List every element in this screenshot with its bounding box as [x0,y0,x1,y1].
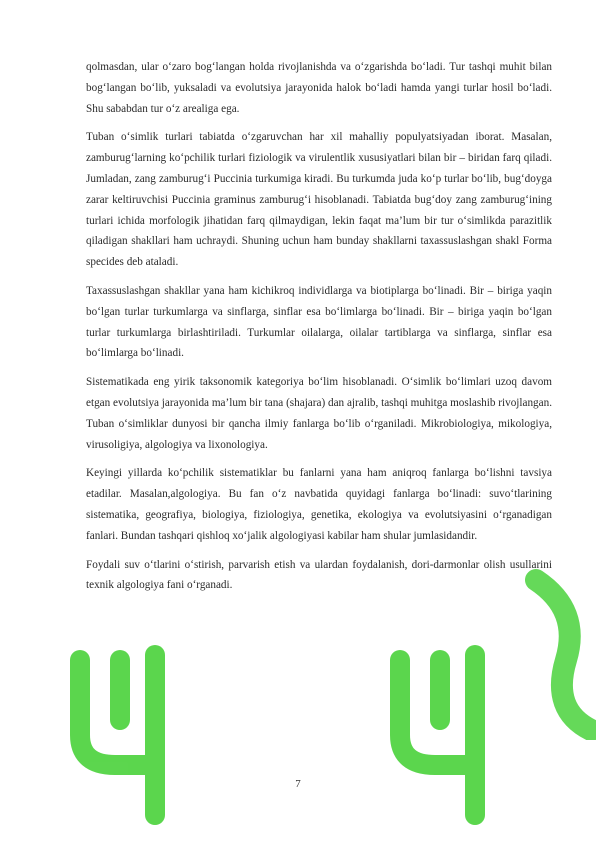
watermark-right-logo [380,640,530,840]
paragraph-1: qolmasdan, ular o‘zaro bog‘langan holda rivojlanishda va o‘zgarishda bo‘ladi. Tur tashqi muhit bilan bog‘langan bo‘lib, yuksaladi va evolutsiya jarayonida halok bo‘ladi hamda yangi turlar hosil bo‘ladi. Shu sababdan tur o‘z arealiga ega. [86,61,552,115]
paragraph-4: Sistematikada eng yirik taksonomik kategoriya bo‘lim hisoblanadi. O‘simlik bo‘limlari uzoq davom etgan evolutsiya jarayonida ma’lum bir tana (shajara) dan ajralib, tashqi muhitga moslashib rivojlangan. Tuban o‘simliklar dunyosi bir qancha ilmiy fanlarga bo‘lib o‘rganiladi. Mikrobiologiya, mikologiya, virusoligiya, algologiya va lixonologiya. [86,376,553,451]
paragraph-6: Foydali suv o‘tlarini o‘stirish, parvarish etish va ulardan foydalanish, dori-darmonlar olish usullarini texnik algologiya fani o‘rganadi. [86,558,552,592]
paragraph-5: Keyingi yillarda ko‘pchilik sistematiklar bu fanlarni yana ham aniqroq fanlarga bo‘lishni tavsiya etadilar. Masalan,algologiya. Bu fan o‘z navbatida quyidagi fanlarga bo‘linadi: suvo‘tlarining sistematika, geografiya, biologiya, fiziologiya, genetika, ekologiya va evolutsiyasini o‘rganadigan fanlari. Bundan tashqari qishloq xo‘jalik algologiyasi kabilar ham shular jumlasidandir. [86,467,552,542]
body-text [86,57,552,604]
watermark-left-logo [60,640,180,840]
page-number: 7 [295,778,301,790]
paragraph-2: Tuban o‘simlik turlari tabiatda o‘zgaruvchan har xil mahalliy populyatsiyadan iborat. Masalan, zamburug‘larning ko‘pchilik turlari fiziologik va virulentlik xususiyatlari bilan bir – biridan farq qiladi. Jumladan, zang zamburug‘i Puccinia turkumiga kiradi. Bu turkumda juda ko‘p turlar bo‘lib, bug‘doyga zarar keltiruvchisi Puccinia graminus zamburug‘i hisoblanadi. Tabiatda bug‘doy zang zamburug‘ining turlari ichida morfologik jihatidan farq qilmaydigan, lekin faqat ma’lum bir tur o‘simlikda parazitlik qiladigan shakllari ham uchraydi. Shuning uchun ham bunday shakllarni taxassuslashgan shakl Forma specides deb ataladi. [86,131,552,269]
paragraph-3: Taxassuslashgan shakllar yana ham kichikroq individlarga va biotiplarga bo‘linadi. Bir – biriga yaqin bo‘lgan turlar turkumlarga va sinflarga, sinflar esa bo‘limlarga bo‘linadi. Bir – biriga yaqin bo‘lgan turlar turkumlarga birlashtiriladi. Turkumlar oilalarga, oilalar tartiblarga va sinflarga, sinflar esa bo‘limlarga bo‘linadi. [86,284,552,360]
